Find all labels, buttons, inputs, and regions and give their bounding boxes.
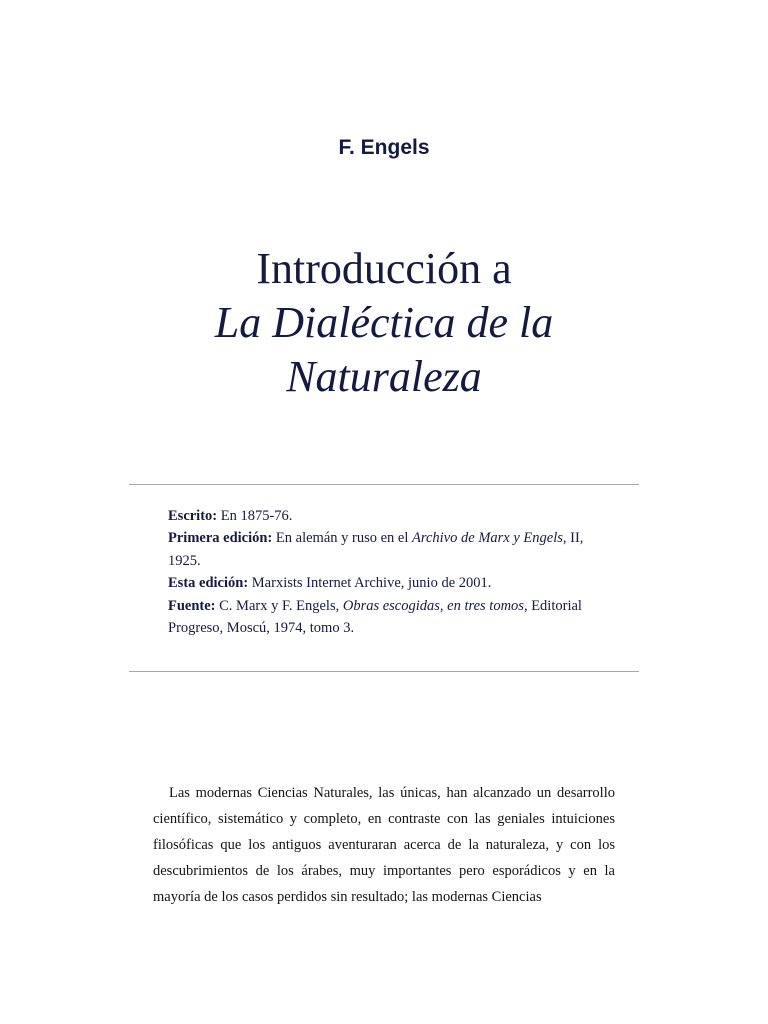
- title-line-1: Introducción a: [256, 244, 512, 293]
- publication-metadata: [168, 505, 608, 639]
- top-divider: [129, 484, 639, 485]
- body-paragraph: Las modernas Ciencias Naturales, las únicas, han alcanzado un desarrollo científico, sistemático y completo, en contraste con las geniales intuiciones filosóficas que los antiguos aventuraran acerca de la naturaleza, y con los descubrimientos de los árabes, muy importantes pero esporádicos y en la mayoría de los casos perdidos sin resultado; las modernas Ciencias: [153, 785, 615, 905]
- this-edition-label: Esta edición:: [168, 575, 249, 592]
- title-line-3: Naturaleza: [286, 352, 482, 401]
- source-label: Fuente:: [168, 597, 216, 614]
- author-name: F. Engels: [338, 136, 430, 159]
- source-value: C. Marx y F. Engels,: [215, 597, 343, 614]
- this-edition-value: Marxists Internet Archive, junio de 2001.: [248, 575, 492, 592]
- this-edition-row: [168, 572, 608, 594]
- first-edition-label: Primera edición:: [168, 530, 273, 547]
- first-edition-row: [168, 527, 608, 572]
- source-tail: , Editorial Progreso, Moscú, 1974, tomo 3.: [168, 597, 582, 637]
- written-value: En 1875-76.: [217, 508, 293, 524]
- source-work: Obras escogidas, en tres tomos: [342, 597, 524, 614]
- title-line-2: La Dialéctica de la: [214, 298, 554, 347]
- first-edition-value: En alemán y ruso en el: [272, 530, 413, 547]
- written-label: Escrito:: [168, 508, 218, 524]
- written-row: [168, 505, 608, 527]
- bottom-divider: [129, 671, 639, 672]
- first-edition-tail: , II, 1925.: [168, 530, 584, 569]
- document-title: [0, 242, 768, 404]
- source-row: [168, 595, 608, 640]
- first-edition-work: Archivo de Marx y Engels: [412, 530, 563, 547]
